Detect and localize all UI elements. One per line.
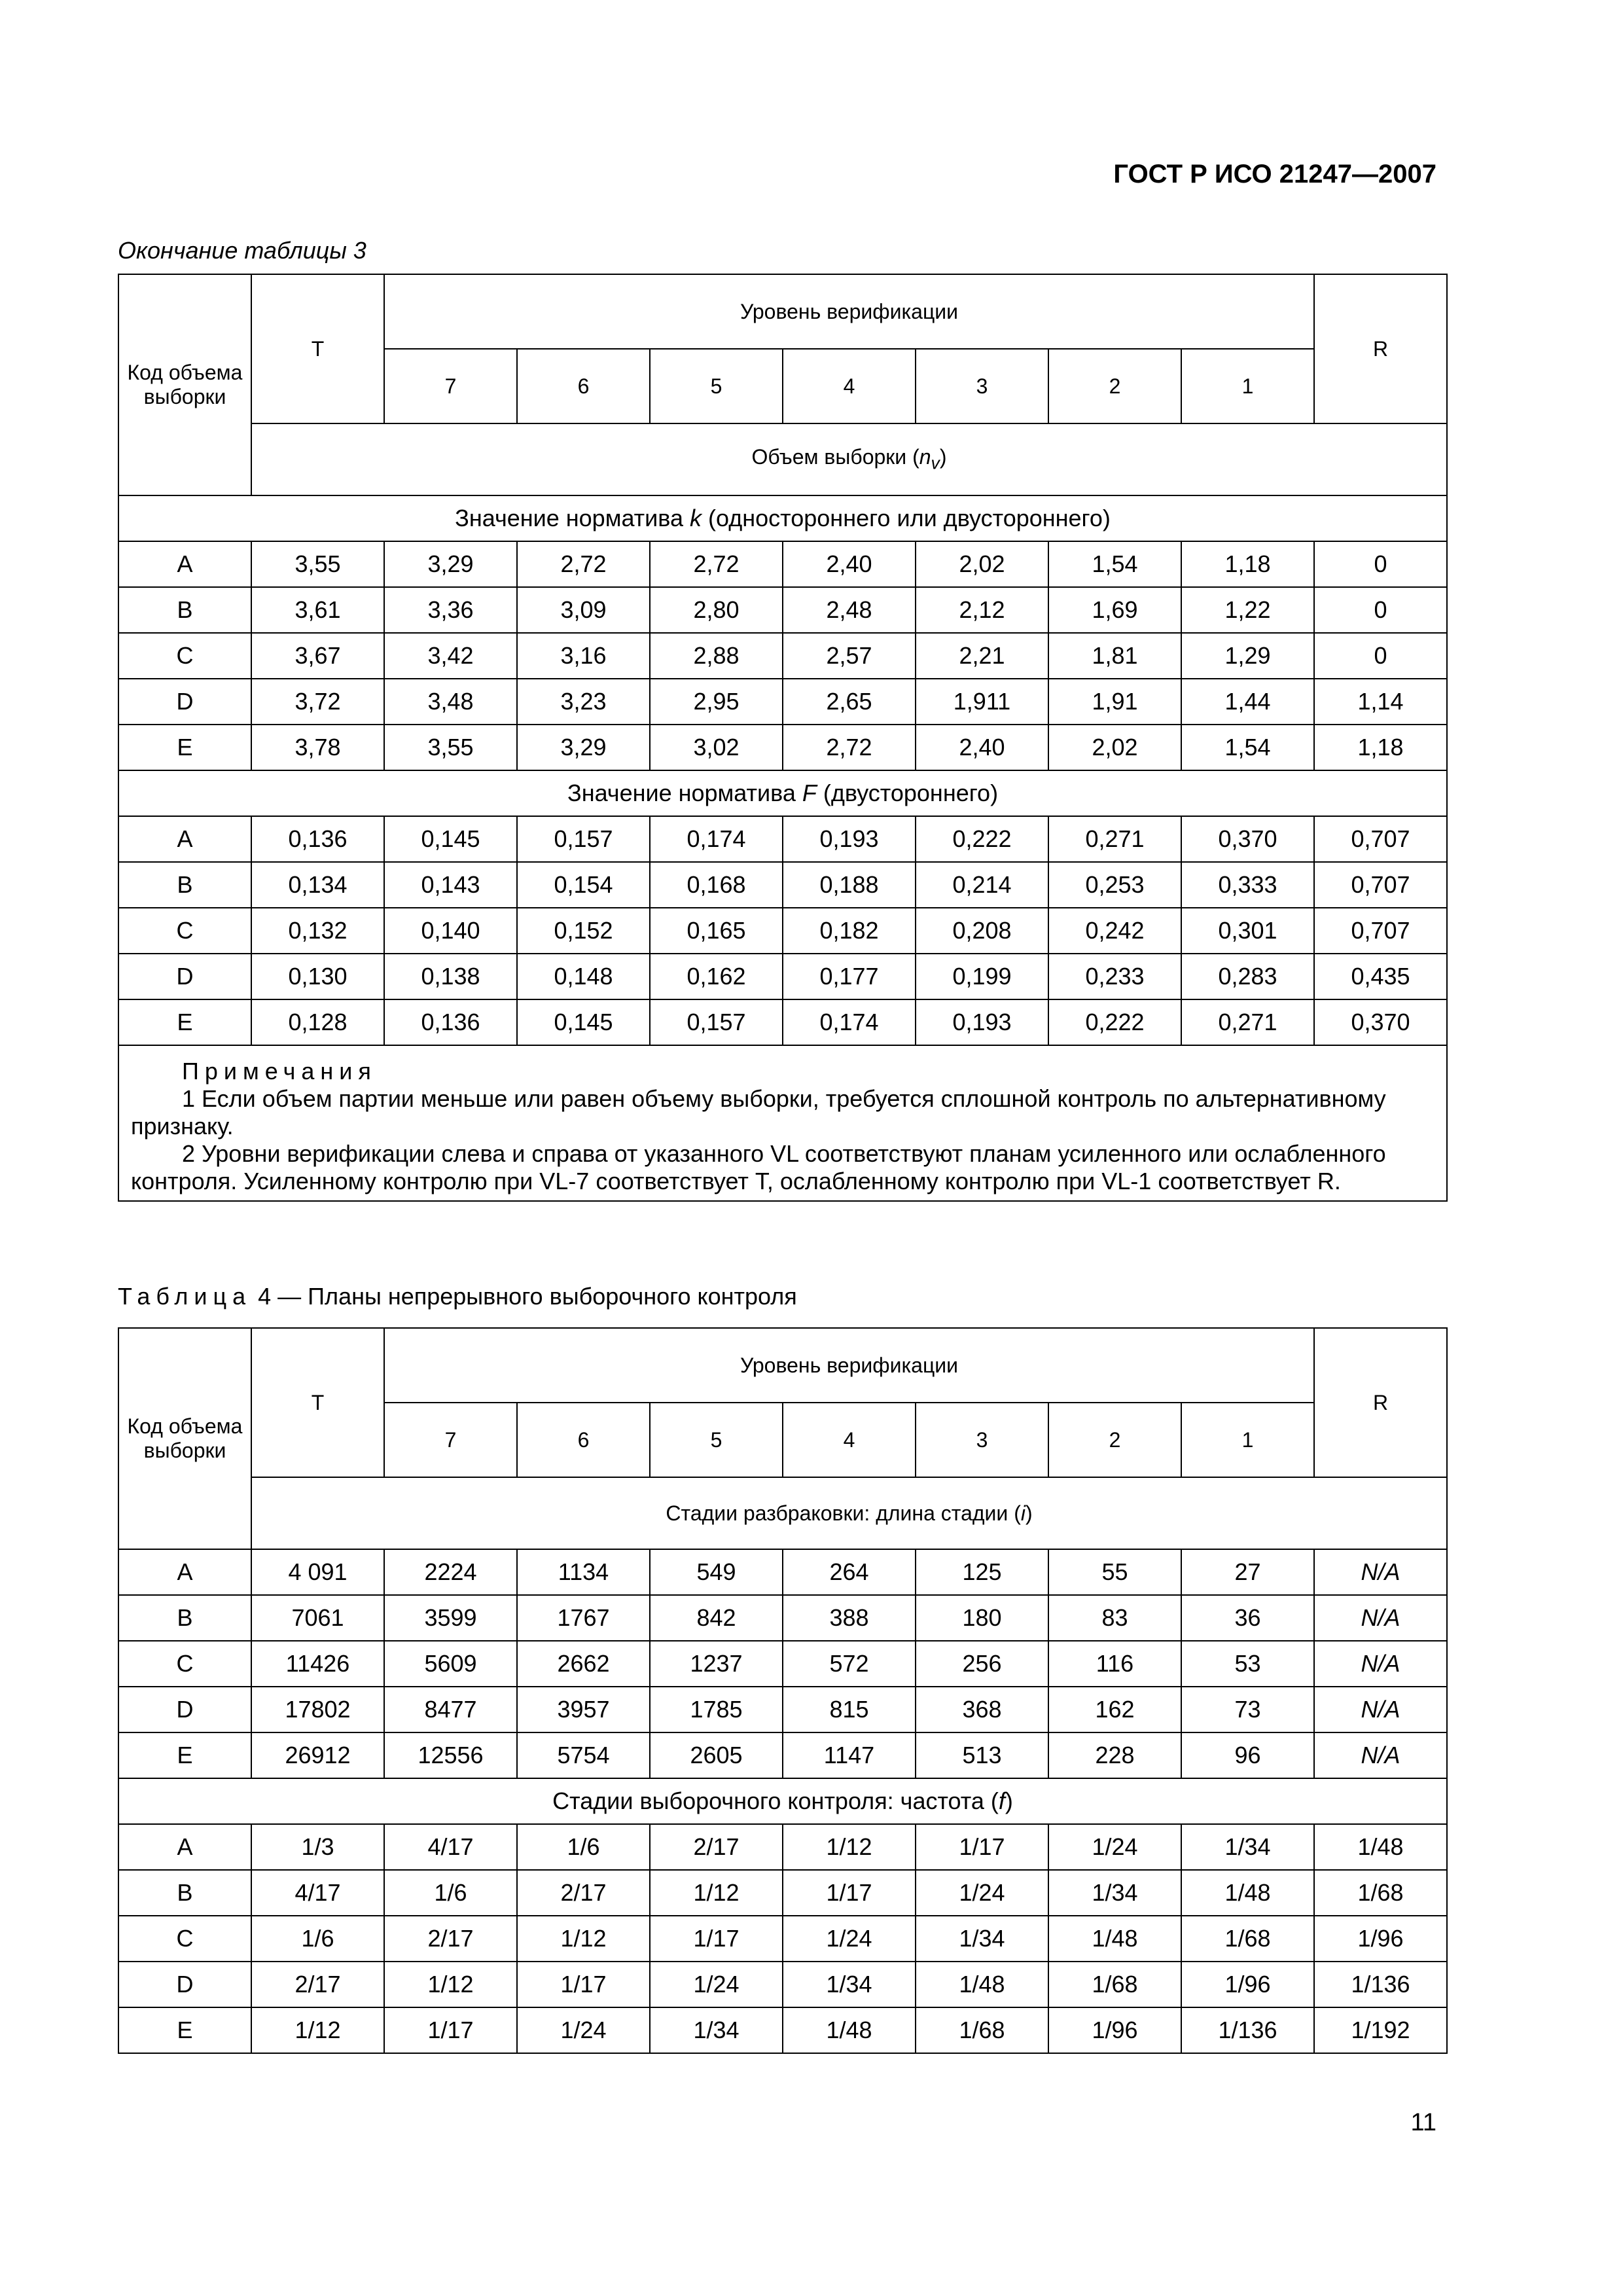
table-row <box>118 862 1447 908</box>
table-cell: 17802 <box>251 1687 384 1732</box>
table-cell: 1/34 <box>650 2007 783 2053</box>
level-header: 3 <box>916 1403 1048 1477</box>
table-cell: 0,168 <box>650 862 783 908</box>
col-header-t: T <box>251 1328 384 1477</box>
table-cell: 0,140 <box>384 908 517 954</box>
table-cell: D <box>118 1962 251 2007</box>
table-cell: N/A <box>1314 1732 1447 1778</box>
col-header-code: Код объема выборки <box>118 274 251 495</box>
table-cell: B <box>118 862 251 908</box>
level-header: 3 <box>916 349 1048 423</box>
table-cell: 1/96 <box>1048 2007 1181 2053</box>
table-cell: 0,162 <box>650 954 783 999</box>
table-row <box>118 1916 1447 1962</box>
level-header: 6 <box>517 1403 650 1477</box>
table-cell: 36 <box>1181 1595 1314 1641</box>
table4 <box>118 1327 1448 2054</box>
table-cell: 2605 <box>650 1732 783 1778</box>
table-cell: 0,174 <box>650 816 783 862</box>
table-cell: 0,134 <box>251 862 384 908</box>
table-cell: 3,29 <box>384 541 517 587</box>
stage-length-subheader: Стадии разбраковки: длина стадии (i) <box>251 1477 1447 1549</box>
table-cell: B <box>118 587 251 633</box>
table-cell: 2,40 <box>916 725 1048 770</box>
table-cell: 2,02 <box>1048 725 1181 770</box>
table-cell: 1/17 <box>783 1870 916 1916</box>
table-cell: 1,81 <box>1048 633 1181 679</box>
table-cell: 3599 <box>384 1595 517 1641</box>
table-cell: 2,02 <box>916 541 1048 587</box>
section-f-header: Значение норматива F (двустороннего) <box>118 770 1447 816</box>
table4-caption: Таблица 4 — Планы непрерывного выборочного контроля <box>118 1283 797 1310</box>
table-cell: 180 <box>916 1595 1048 1641</box>
table-cell: 11426 <box>251 1641 384 1687</box>
table-cell: 0,136 <box>384 999 517 1045</box>
table-cell: 1/17 <box>916 1824 1048 1870</box>
table-cell: 1/68 <box>1181 1916 1314 1962</box>
table-cell: 96 <box>1181 1732 1314 1778</box>
table-cell: 1/17 <box>650 1916 783 1962</box>
table-cell: 0,242 <box>1048 908 1181 954</box>
table-cell: B <box>118 1595 251 1641</box>
table-cell: 256 <box>916 1641 1048 1687</box>
table-cell: 0,370 <box>1181 816 1314 862</box>
table-cell: 1/136 <box>1181 2007 1314 2053</box>
table-cell: 2,72 <box>650 541 783 587</box>
table-cell: 26912 <box>251 1732 384 1778</box>
table-cell: 1,18 <box>1314 725 1447 770</box>
table-cell: 0,145 <box>384 816 517 862</box>
table-cell: 1,54 <box>1181 725 1314 770</box>
table-cell: 0,370 <box>1314 999 1447 1045</box>
level-header: 7 <box>384 1403 517 1477</box>
table-cell: 3,55 <box>384 725 517 770</box>
table-cell: 0,271 <box>1048 816 1181 862</box>
table-cell: D <box>118 679 251 725</box>
table-row <box>118 908 1447 954</box>
table3 <box>118 274 1448 1202</box>
table-cell: 55 <box>1048 1549 1181 1595</box>
table-cell: 264 <box>783 1549 916 1595</box>
level-header: 2 <box>1048 1403 1181 1477</box>
table-cell: 0,214 <box>916 862 1048 908</box>
table-cell: 1,54 <box>1048 541 1181 587</box>
table-cell: E <box>118 1732 251 1778</box>
table-cell: 3,29 <box>517 725 650 770</box>
table-row <box>118 999 1447 1045</box>
table-cell: 1/34 <box>1181 1824 1314 1870</box>
table-cell: C <box>118 1916 251 1962</box>
table-row <box>118 1732 1447 1778</box>
level-header: 5 <box>650 349 783 423</box>
table-cell: 1/34 <box>1048 1870 1181 1916</box>
table-cell: 0,301 <box>1181 908 1314 954</box>
table-cell: 0,199 <box>916 954 1048 999</box>
table-cell: 162 <box>1048 1687 1181 1732</box>
table-cell: 0,132 <box>251 908 384 954</box>
table-cell: 2,57 <box>783 633 916 679</box>
note-item: 1 Если объем партии меньше или равен объему выборки, требуется сплошной контроль по альтернативному признаку. <box>131 1085 1386 1139</box>
table-cell: 2,65 <box>783 679 916 725</box>
table-cell: 3,23 <box>517 679 650 725</box>
table-cell: 0,193 <box>783 816 916 862</box>
level-header: 7 <box>384 349 517 423</box>
table-cell: E <box>118 725 251 770</box>
table-cell: 1/48 <box>916 1962 1048 2007</box>
table-cell: 5754 <box>517 1732 650 1778</box>
table-cell: 0,136 <box>251 816 384 862</box>
table-cell: 0,143 <box>384 862 517 908</box>
table-cell: C <box>118 633 251 679</box>
table-row <box>118 541 1447 587</box>
table-cell: 2,12 <box>916 587 1048 633</box>
table-cell: 1/6 <box>251 1916 384 1962</box>
table-cell: 1134 <box>517 1549 650 1595</box>
table-cell: 3,09 <box>517 587 650 633</box>
table-cell: 1/96 <box>1314 1916 1447 1962</box>
table-cell: 3,02 <box>650 725 783 770</box>
table-cell: B <box>118 1870 251 1916</box>
table-cell: 0,148 <box>517 954 650 999</box>
table-cell: 2,21 <box>916 633 1048 679</box>
table-cell: 1/96 <box>1181 1962 1314 2007</box>
table-cell: 2,72 <box>783 725 916 770</box>
table-cell: 0,707 <box>1314 862 1447 908</box>
table-row <box>118 2007 1447 2053</box>
table-cell: 0,435 <box>1314 954 1447 999</box>
table-cell: 1,91 <box>1048 679 1181 725</box>
table-cell: 388 <box>783 1595 916 1641</box>
table-cell: 2662 <box>517 1641 650 1687</box>
col-header-r: R <box>1314 274 1447 423</box>
table-cell: 4/17 <box>251 1870 384 1916</box>
table-cell: 3,67 <box>251 633 384 679</box>
table-cell: 2,80 <box>650 587 783 633</box>
table-cell: 4/17 <box>384 1824 517 1870</box>
table-row <box>118 816 1447 862</box>
table-cell: 1/68 <box>1314 1870 1447 1916</box>
table-cell: 1/34 <box>916 1916 1048 1962</box>
table-row <box>118 587 1447 633</box>
table-cell: C <box>118 908 251 954</box>
section-frequency-header: Стадии выборочного контроля: частота (f) <box>118 1778 1447 1824</box>
table-cell: 572 <box>783 1641 916 1687</box>
table-cell: 1785 <box>650 1687 783 1732</box>
table-cell: 0,174 <box>783 999 916 1045</box>
table-cell: 3,36 <box>384 587 517 633</box>
table-cell: 1/68 <box>1048 1962 1181 2007</box>
col-header-level: Уровень верификации <box>384 1328 1314 1403</box>
table-cell: 1/34 <box>783 1962 916 2007</box>
page-number: 11 <box>1410 2109 1436 2136</box>
table-cell: 549 <box>650 1549 783 1595</box>
table-cell: 815 <box>783 1687 916 1732</box>
table-row <box>118 1641 1447 1687</box>
table-cell: 0,138 <box>384 954 517 999</box>
table-cell: 0,208 <box>916 908 1048 954</box>
table-cell: 3,72 <box>251 679 384 725</box>
table-cell: 2,48 <box>783 587 916 633</box>
table-cell: 53 <box>1181 1641 1314 1687</box>
table-cell: 2/17 <box>384 1916 517 1962</box>
table-row <box>118 679 1447 725</box>
table-cell: 0,707 <box>1314 908 1447 954</box>
table-cell: N/A <box>1314 1595 1447 1641</box>
table-cell: 0,193 <box>916 999 1048 1045</box>
table-cell: 2,40 <box>783 541 916 587</box>
note-item: 2 Уровни верификации слева и справа от указанного VL соответствуют планам усиленного или ослабленного контроля. Усиленному контролю при VL-7 соответствует T, ослабленному контролю при VL-1 соответствует R. <box>131 1140 1386 1194</box>
table-cell: 1237 <box>650 1641 783 1687</box>
table-cell: 0,253 <box>1048 862 1181 908</box>
table-cell: 1/24 <box>916 1870 1048 1916</box>
table-cell: 842 <box>650 1595 783 1641</box>
section-k-header: Значение норматива k (одностороннего или двустороннего) <box>118 495 1447 541</box>
table-cell: 0,154 <box>517 862 650 908</box>
table-cell: 0,182 <box>783 908 916 954</box>
table-cell: 3,42 <box>384 633 517 679</box>
level-header: 1 <box>1181 349 1314 423</box>
table-cell: 0,188 <box>783 862 916 908</box>
table-cell: 0,333 <box>1181 862 1314 908</box>
table-cell: 7061 <box>251 1595 384 1641</box>
table-cell: 1,911 <box>916 679 1048 725</box>
table-cell: 1/48 <box>783 2007 916 2053</box>
table-cell: 3,78 <box>251 725 384 770</box>
table-cell: 3,55 <box>251 541 384 587</box>
table-cell: 0,145 <box>517 999 650 1045</box>
table-cell: 0,157 <box>517 816 650 862</box>
table-cell: 0,283 <box>1181 954 1314 999</box>
table3-caption: Окончание таблицы 3 <box>118 237 366 264</box>
table-cell: 2/17 <box>517 1870 650 1916</box>
table-cell: 1/6 <box>384 1870 517 1916</box>
table-cell: 5609 <box>384 1641 517 1687</box>
table-cell: 1/136 <box>1314 1962 1447 2007</box>
table-cell: 2,95 <box>650 679 783 725</box>
level-header: 6 <box>517 349 650 423</box>
table-cell: 2/17 <box>251 1962 384 2007</box>
table-cell: 73 <box>1181 1687 1314 1732</box>
level-header: 5 <box>650 1403 783 1477</box>
table-cell: 1,18 <box>1181 541 1314 587</box>
table-cell: N/A <box>1314 1549 1447 1595</box>
table-cell: 1,69 <box>1048 587 1181 633</box>
table-cell: 2224 <box>384 1549 517 1595</box>
table-cell: 1/17 <box>517 1962 650 2007</box>
document-id: ГОСТ Р ИСО 21247—2007 <box>1113 160 1436 188</box>
table-cell: 0,177 <box>783 954 916 999</box>
table-cell: 0 <box>1314 587 1447 633</box>
table-cell: 1/68 <box>916 2007 1048 2053</box>
table-cell: 4 091 <box>251 1549 384 1595</box>
table-cell: 0,157 <box>650 999 783 1045</box>
table-cell: 1/48 <box>1181 1870 1314 1916</box>
table-cell: E <box>118 999 251 1045</box>
table-cell: 0,222 <box>1048 999 1181 1045</box>
table-cell: N/A <box>1314 1641 1447 1687</box>
table-cell: A <box>118 1549 251 1595</box>
table-cell: 3957 <box>517 1687 650 1732</box>
table-cell: 513 <box>916 1732 1048 1778</box>
table-cell: A <box>118 541 251 587</box>
table-cell: A <box>118 816 251 862</box>
table-row <box>118 1962 1447 2007</box>
table-cell: 1/12 <box>650 1870 783 1916</box>
table3-notes <box>118 1045 1447 1201</box>
level-header: 4 <box>783 349 916 423</box>
table-cell: 1767 <box>517 1595 650 1641</box>
table-cell: 1/12 <box>783 1824 916 1870</box>
table-cell: 368 <box>916 1687 1048 1732</box>
table-cell: 1/12 <box>517 1916 650 1962</box>
level-header: 1 <box>1181 1403 1314 1477</box>
col-header-code: Код объема выборки <box>118 1328 251 1549</box>
table-cell: 116 <box>1048 1641 1181 1687</box>
table-cell: 1/12 <box>251 2007 384 2053</box>
table-cell: 1/48 <box>1314 1824 1447 1870</box>
table-row <box>118 1549 1447 1595</box>
table-cell: 2/17 <box>650 1824 783 1870</box>
table-row <box>118 633 1447 679</box>
table-cell: 1,29 <box>1181 633 1314 679</box>
table-cell: 1/24 <box>517 2007 650 2053</box>
table-cell: 1,22 <box>1181 587 1314 633</box>
table-cell: 1/48 <box>1048 1916 1181 1962</box>
table-row <box>118 954 1447 999</box>
table-cell: 0,130 <box>251 954 384 999</box>
table-cell: 1/3 <box>251 1824 384 1870</box>
table-cell: 1,44 <box>1181 679 1314 725</box>
table-row <box>118 1687 1447 1732</box>
col-header-t: T <box>251 274 384 423</box>
table-cell: 125 <box>916 1549 1048 1595</box>
col-header-r: R <box>1314 1328 1447 1477</box>
table-cell: 1/6 <box>517 1824 650 1870</box>
table-cell: 0 <box>1314 541 1447 587</box>
table-cell: 0,271 <box>1181 999 1314 1045</box>
table-cell: 0,128 <box>251 999 384 1045</box>
table-cell: D <box>118 954 251 999</box>
table-cell: 228 <box>1048 1732 1181 1778</box>
table-cell: 0,152 <box>517 908 650 954</box>
table-cell: 1/192 <box>1314 2007 1447 2053</box>
table-cell: 3,48 <box>384 679 517 725</box>
table-cell: 1147 <box>783 1732 916 1778</box>
level-header: 2 <box>1048 349 1181 423</box>
table-cell: C <box>118 1641 251 1687</box>
table-cell: D <box>118 1687 251 1732</box>
table-cell: 2,72 <box>517 541 650 587</box>
col-header-level: Уровень верификации <box>384 274 1314 349</box>
table-cell: N/A <box>1314 1687 1447 1732</box>
table-cell: 1/24 <box>650 1962 783 2007</box>
table-cell: 27 <box>1181 1549 1314 1595</box>
table-cell: 0,222 <box>916 816 1048 862</box>
table-cell: 3,16 <box>517 633 650 679</box>
table-row <box>118 1870 1447 1916</box>
table-cell: A <box>118 1824 251 1870</box>
table-cell: 3,61 <box>251 587 384 633</box>
table-cell: 1,14 <box>1314 679 1447 725</box>
table-cell: 2,88 <box>650 633 783 679</box>
table-cell: 1/24 <box>783 1916 916 1962</box>
table-cell: E <box>118 2007 251 2053</box>
table-row <box>118 725 1447 770</box>
table-cell: 1/12 <box>384 1962 517 2007</box>
table-cell: 1/17 <box>384 2007 517 2053</box>
table-row <box>118 1824 1447 1870</box>
table-cell: 0,165 <box>650 908 783 954</box>
table-cell: 8477 <box>384 1687 517 1732</box>
table-cell: 0,233 <box>1048 954 1181 999</box>
table-cell: 0 <box>1314 633 1447 679</box>
table-cell: 0,707 <box>1314 816 1447 862</box>
table-cell: 12556 <box>384 1732 517 1778</box>
level-header: 4 <box>783 1403 916 1477</box>
table-row <box>118 1595 1447 1641</box>
table-cell: 83 <box>1048 1595 1181 1641</box>
sample-size-subheader: Объем выборки $(n_v)$ <box>251 423 1447 495</box>
table-cell: 1/24 <box>1048 1824 1181 1870</box>
notes-title: Примечания <box>182 1058 377 1085</box>
